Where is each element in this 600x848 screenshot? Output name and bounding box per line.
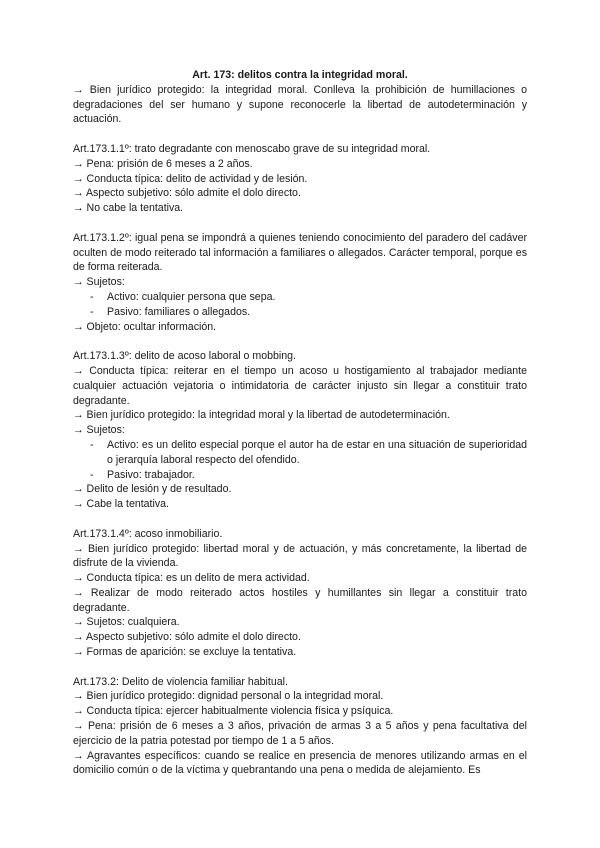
section-line: → Sujetos: cualquiera.: [73, 616, 180, 629]
list-item: [73, 305, 527, 320]
sujetos-list: [73, 290, 527, 320]
section-line: → Pena: prisión de 6 meses a 2 años.: [73, 157, 253, 170]
section-line: → Conducta típica: ejercer habitualmente violencia física y psíquica.: [73, 705, 394, 718]
conducta-line: → Conducta típica: reiterar en el tiempo un acoso u hostigamiento al trabajador mediante cualquier actuación vejatoria o intimidatoria de carácter injusto sin llegar a constituir trato degradante.: [73, 364, 527, 407]
list-item: [73, 438, 527, 468]
section-heading: Art.173.1.1º: trato degradante con menoscabo grave de su integridad moral.: [73, 142, 431, 155]
list-item-text: Activo: es un delito especial porque el autor ha de estar en una situación de superioridad o jerarquía laboral respecto del ofendido.: [107, 438, 527, 466]
list-item-text: Pasivo: familiares o allegados.: [107, 305, 251, 318]
section-line: → No cabe la tentativa.: [73, 202, 184, 215]
dash-bullet: -: [90, 468, 94, 481]
section-173-1-4: [73, 527, 527, 660]
spacer: [73, 512, 527, 527]
spacer: [73, 660, 527, 675]
sujetos-line: → Sujetos:: [73, 276, 125, 289]
sujetos-line: → Sujetos:: [73, 424, 125, 437]
section-line: → Bien jurídico protegido: libertad moral y de actuación, y más concretamente, la libertad de disfrute de la vivienda.: [73, 542, 527, 570]
section-173-1-3: [73, 349, 527, 512]
section-line: → Aspecto subjetivo: sólo admite el dolo directo.: [73, 187, 301, 200]
list-item: [73, 468, 527, 483]
section-heading: Art.173.1.4º: acoso inmobiliario.: [73, 527, 223, 540]
dash-bullet: -: [90, 438, 94, 451]
section-line: → Agravantes específicos: cuando se realice en presencia de menores utilizando armas en el domicilio común o de la víctima y quebrantando una pena o medida de alejamiento. Es: [73, 749, 527, 777]
section-heading: Art.173.1.2º: igual pena se impondrá a quienes teniendo conocimiento del paradero del cadáver oculten de modo reiterado tal información a familiares o allegados. Carácter temporal, porque es de forma reiterada.: [73, 231, 527, 274]
dash-bullet: -: [90, 290, 94, 303]
sujetos-list: [73, 438, 527, 482]
section-heading: Art.173.2: Delito de violencia familiar habitual.: [73, 675, 288, 688]
section-line: → Conducta típica: delito de actividad y de lesión.: [73, 172, 308, 185]
objeto-line: → Objeto: ocultar información.: [73, 320, 217, 333]
section-line: → Bien jurídico protegido: dignidad personal o la integridad moral.: [73, 690, 384, 703]
section-173-1-1: [73, 142, 527, 216]
section-line: → Formas de aparición: se excluye la tentativa.: [73, 646, 297, 659]
section-line: → Realizar de modo reiterado actos hostiles y humillantes sin llegar a constituir trato degradante.: [73, 586, 527, 614]
section-heading: Art.173.1.3º: delito de acoso laboral o mobbing.: [73, 350, 296, 363]
spacer: [73, 216, 527, 231]
intro-paragraph: → Bien jurídico protegido: la integridad moral. Conlleva la prohibición de humillaciones o degradaciones del ser humano y supone reconocerle la libertad de autodeterminación y actuación.: [73, 83, 527, 126]
lesion-line: → Delito de lesión y de resultado.: [73, 483, 232, 496]
section-line: → Pena: prisión de 6 meses a 3 años, privación de armas 3 a 5 años y pena facultativa del ejercicio de la patria potestad por tiempo de 1 a 5 años.: [73, 720, 527, 747]
tentativa-line: → Cabe la tentativa.: [73, 498, 169, 511]
section-173-2: [73, 675, 527, 779]
spacer: [73, 127, 527, 142]
bien-juridico-line: → Bien jurídico protegido: la integridad moral y la libertad de autodeterminación.: [73, 409, 450, 422]
list-item-text: Activo: cualquier persona que sepa.: [107, 290, 276, 303]
spacer: [73, 334, 527, 349]
document-title: Art. 173: delitos contra la integridad moral.: [192, 69, 408, 81]
list-item: [73, 290, 527, 305]
dash-bullet: -: [90, 305, 94, 318]
section-line: → Conducta típica: es un delito de mera actividad.: [73, 572, 310, 585]
section-173-1-2: [73, 231, 527, 335]
section-line: → Aspecto subjetivo: sólo admite el dolo directo.: [73, 631, 301, 644]
list-item-text: Pasivo: trabajador.: [107, 468, 195, 481]
